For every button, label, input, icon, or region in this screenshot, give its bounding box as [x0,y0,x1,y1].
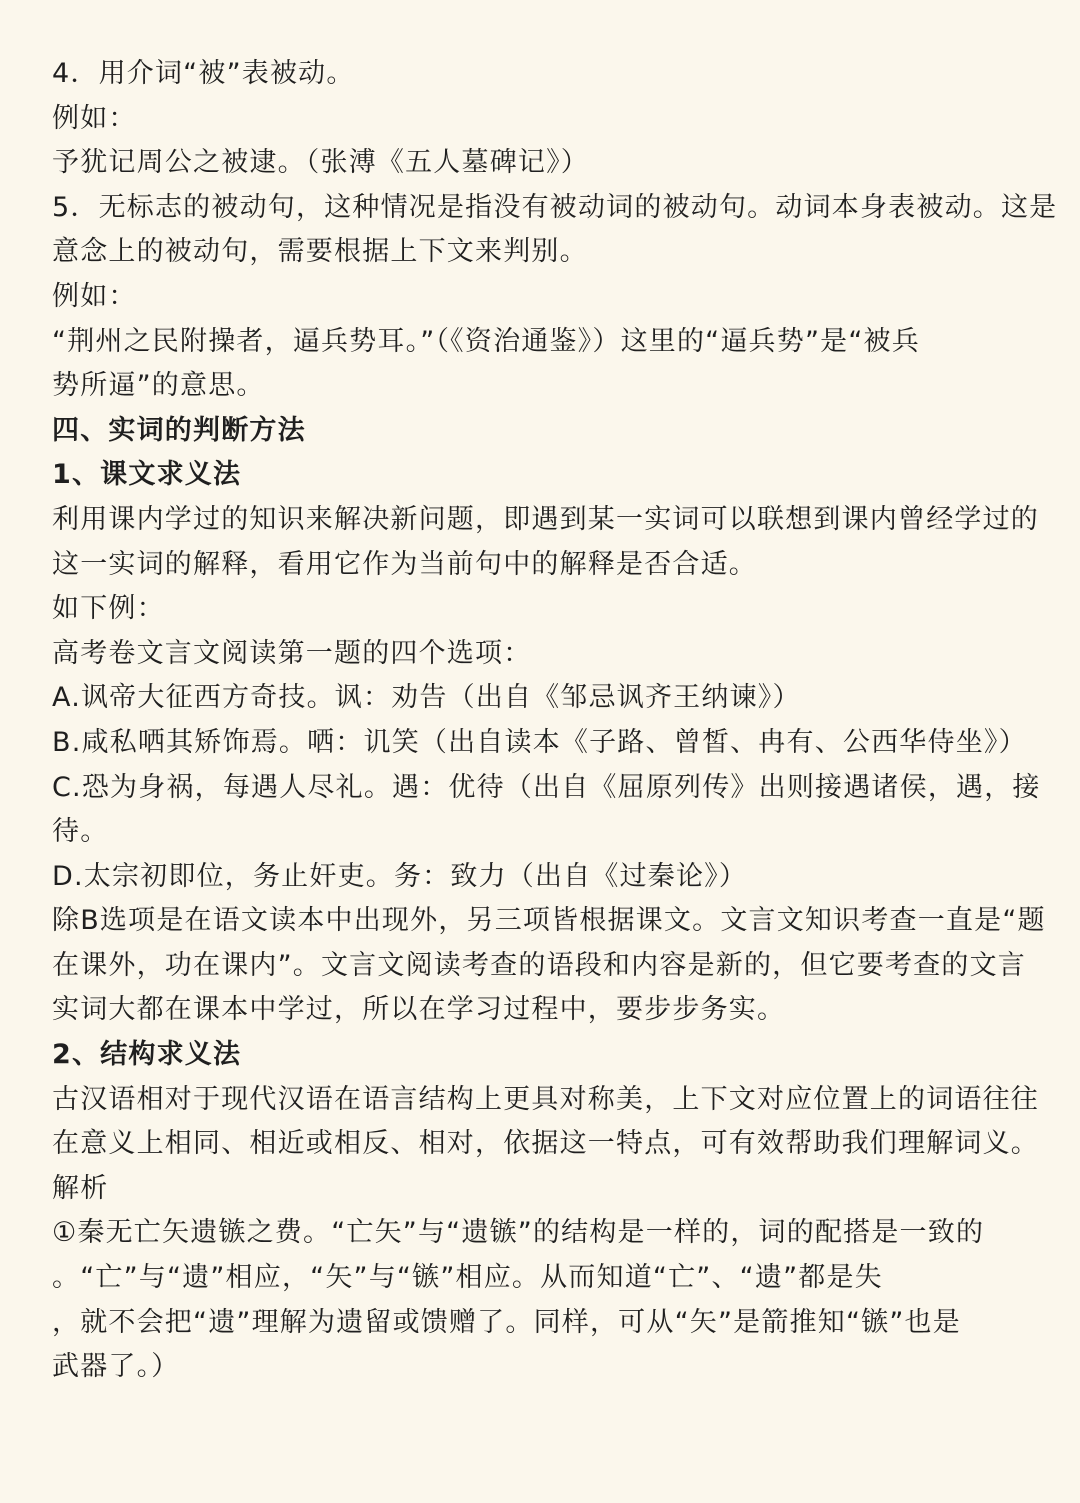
text-line: 这一实词的解释，看用它作为当前句中的解释是否合适。 [52,548,757,580]
text-line: ，就不会把“遗”理解为遗留或馈赠了。同样，可从“矢”是箭推知“镞”也是 [52,1306,961,1338]
option-c: C.恐为身祸，每遇人尽礼。遇：优待（出自《屈原列传》出则接遇诸侯，遇，接 [52,771,1041,803]
text-line: 除B选项是在语文读本中出现外，另三项皆根据课文。文言文知识考查一直是“题 [52,905,1046,937]
subsection-heading: 2、结构求义法 [52,1039,242,1071]
text-line: 解析 [52,1172,109,1204]
text-line: 利用课内学过的知识来解决新问题，即遇到某一实词可以联想到课内曾经学过的 [52,503,1039,535]
option-b: B.咸私哂其矫饰焉。哂：讥笑（出自读本《子路、曾皙、冉有、公西华侍坐》） [52,726,1027,758]
text-line: 待。 [52,816,109,848]
option-a: A.讽帝大征西方奇技。讽：劝告（出自《邹忌讽齐王纳谏》） [52,682,801,714]
text-line: “荆州之民附操者，逼兵势耳。”（《资治通鉴》）这里的“逼兵势”是“被兵 [52,325,920,357]
text-line: 。“亡”与“遗”相应，“矢”与“镞”相应。从而知道“亡”、“遗”都是失 [52,1262,883,1294]
option-d: D.太宗初即位，务止奸吏。务：致力（出自《过秦论》） [52,860,748,892]
text-line: 高考卷文言文阅读第一题的四个选项： [52,637,532,669]
text-line: 在意义上相同、相近或相反、相对，依据这一特点，可有效帮助我们理解词义。 [52,1128,1039,1160]
text-line: 予犹记周公之被逮。（张溥《五人墓碑记》） [52,147,589,179]
text-line: 例如： [52,102,137,134]
text-line: 实词大都在课本中学过，所以在学习过程中，要步步务实。 [52,994,786,1026]
text-line: ①秦无亡矢遗镞之费。“亡矢”与“遗镞”的结构是一样的，词的配搭是一致的 [52,1217,985,1249]
text-line: 例如： [52,280,137,312]
text-line: 意念上的被动句，需要根据上下文来判别。 [52,236,588,268]
text-line: 如下例： [52,593,165,625]
text-line: 势所逼”的意思。 [52,370,265,402]
section-heading: 四、实词的判断方法 [52,414,306,446]
text-line: 武器了。） [52,1351,180,1383]
subsection-heading: 1、课文求义法 [52,459,242,491]
text-line: 5．无标志的被动句，这种情况是指没有被动词的被动句。动词本身表被动。这是 [52,191,1058,223]
text-line: 在课外，功在课内”。文言文阅读考查的语段和内容是新的，但它要考查的文言 [52,949,1026,981]
text-line: 4．用介词“被”表被动。 [52,58,355,89]
text-line: 古汉语相对于现代汉语在语言结构上更具对称美，上下文对应位置上的词语往往 [52,1083,1039,1115]
